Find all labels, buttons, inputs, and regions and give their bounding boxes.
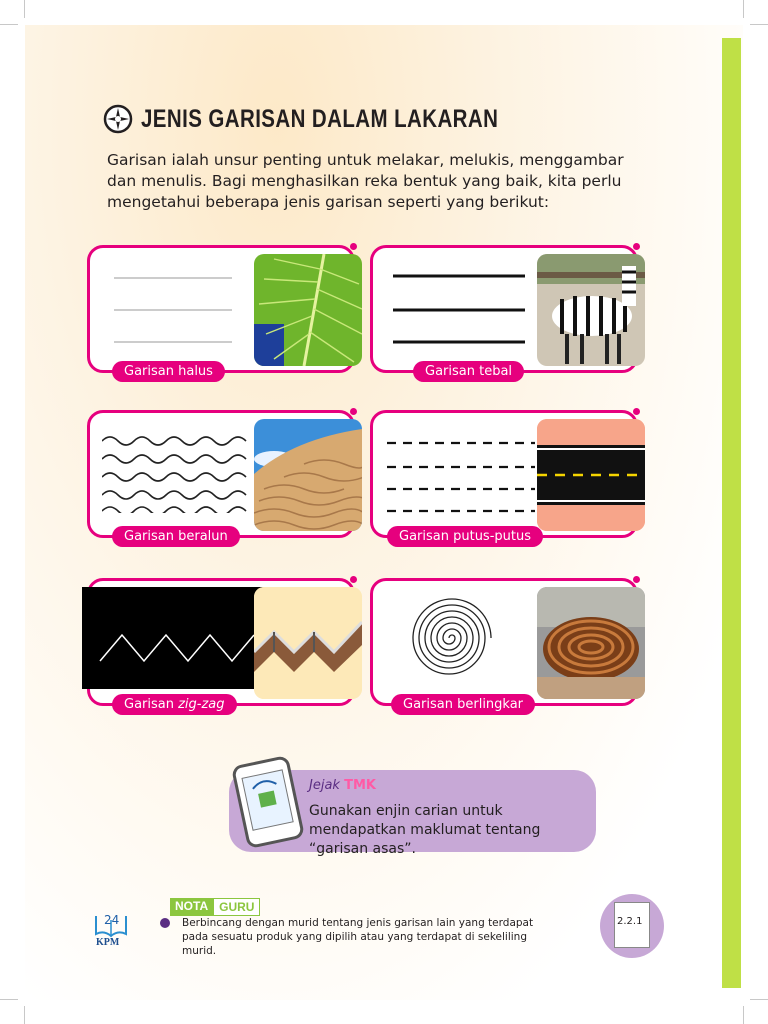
crop-mark — [24, 1006, 25, 1024]
card-label: Garisan berlingkar — [391, 694, 535, 715]
card-label: Garisan halus — [112, 361, 225, 382]
corner-dot — [633, 243, 640, 250]
standard-code: 2.2.1 — [617, 916, 643, 927]
crop-mark — [0, 999, 18, 1000]
side-color-bar — [722, 38, 741, 988]
card-label: Garisan tebal — [413, 361, 524, 382]
section-heading — [103, 104, 577, 134]
corner-dot — [350, 243, 357, 250]
card-label: Garisan putus-putus — [387, 526, 543, 547]
spiral-line-sample — [399, 593, 499, 683]
card-garisan-halus — [87, 245, 355, 379]
nota-guru-text: Berbincang dengan murid tentang jenis garisan lain yang terdapat pada sesuatu produk yang dipilih atau yang terdapat di sekeliling murid. — [182, 917, 534, 957]
wavy-lines-sample — [102, 423, 252, 513]
card-garisan-berlingkar — [370, 578, 638, 712]
crop-mark — [0, 24, 18, 25]
crop-mark — [743, 1006, 744, 1024]
label-italic: zig-zag — [178, 697, 225, 712]
leaf-image — [254, 254, 362, 366]
page-number: 24 — [104, 913, 120, 927]
intro-paragraph: Garisan ialah unsur penting untuk melakar, melukis, menggambar dan menulis. Bagi menghasilkan reka bentuk yang baik, kita perlu mengetahui beberapa jenis garisan seperti yang berikut: — [107, 151, 624, 211]
zigzag-stairs-image — [254, 587, 362, 699]
corner-dot — [633, 576, 640, 583]
publisher-logo-text: KPM — [96, 937, 120, 948]
page-title: JENIS GARISAN DALAM LAKARAN — [141, 104, 499, 133]
crop-mark — [750, 24, 768, 25]
road-image — [537, 419, 645, 531]
sand-dune-image — [254, 419, 362, 531]
tmk-heading-text: Jejak — [309, 778, 340, 793]
card-garisan-zig-zag — [87, 578, 355, 712]
smartphone-icon — [231, 755, 305, 849]
zebra-image — [537, 254, 645, 366]
tmk-text: Gunakan enjin carian untuk mendapatkan maklumat tentang “garisan asas”. — [309, 803, 541, 857]
card-label: Garisan beralun — [112, 526, 240, 547]
nota-tag-a: NOTA — [170, 898, 213, 916]
mosquito-coil-image — [537, 587, 645, 699]
thick-lines-sample — [385, 258, 525, 348]
dashed-lines-sample — [385, 423, 535, 513]
compass-icon — [103, 104, 133, 134]
nota-guru-tag — [170, 898, 260, 916]
thin-lines-sample — [102, 258, 232, 348]
zigzag-lines-sample — [82, 587, 268, 689]
bullet-arrow-icon — [160, 918, 170, 928]
crop-mark — [750, 999, 768, 1000]
jejak-tmk-box — [229, 770, 596, 857]
corner-dot — [350, 576, 357, 583]
label-prefix: Garisan — [124, 697, 179, 712]
corner-dot — [350, 408, 357, 415]
card-label — [112, 694, 237, 715]
tmk-heading-bold: TMK — [344, 778, 376, 793]
tmk-heading — [309, 778, 376, 793]
card-garisan-beralun — [87, 410, 355, 544]
standard-code-badge — [600, 894, 664, 958]
crop-mark — [24, 0, 25, 18]
crop-mark — [743, 0, 744, 18]
corner-dot — [633, 408, 640, 415]
card-garisan-tebal — [370, 245, 638, 379]
card-garisan-putus-putus — [370, 410, 638, 544]
nota-tag-b: GURU — [213, 898, 260, 916]
zigzag-sample-panel — [82, 587, 268, 689]
